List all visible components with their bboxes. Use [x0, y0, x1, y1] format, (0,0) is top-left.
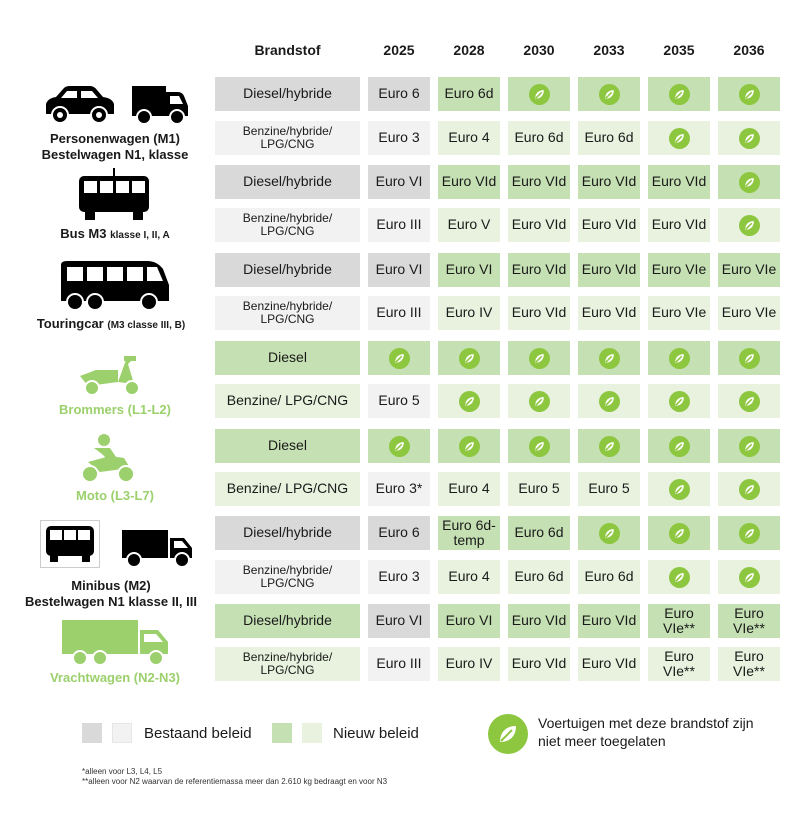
fuel-cell-row-1: Benzine/hybride/ LPG/CNG — [215, 121, 360, 155]
fuel-cell-row-3: Benzine/hybride/ LPG/CNG — [215, 208, 360, 242]
label-moto: Moto (L3-L7) — [76, 488, 154, 503]
leaf-icon — [739, 172, 760, 193]
label-touringcar: Touringcar (M3 classe III, B) — [36, 316, 186, 331]
norm-cell-row-9-col-2: Euro 5 — [508, 472, 570, 506]
norm-cell-row-5-col-3: Euro VId — [578, 296, 640, 330]
leaf-icon — [599, 391, 620, 412]
norm-cell-row-10-col-1: Euro 6d- temp — [438, 516, 500, 550]
norm-cell-row-11-col-3: Euro 6d — [578, 560, 640, 594]
banned-cell-row-6-col-4 — [648, 341, 710, 375]
leaf-icon — [599, 84, 620, 105]
leaf-icon — [669, 348, 690, 369]
banned-cell-row-9-col-4 — [648, 472, 710, 506]
norm-cell-row-2-col-2: Euro VId — [508, 165, 570, 199]
fuel-cell-row-10: Diesel/hybride — [215, 516, 360, 550]
fuel-cell-row-0: Diesel/hybride — [215, 77, 360, 111]
header-year-2025: 2025 — [383, 42, 415, 58]
label-bus: Bus M3 klasse I, II, A — [60, 226, 170, 241]
leaf-icon — [669, 523, 690, 544]
banned-cell-row-2-col-5 — [718, 165, 780, 199]
leaf-icon — [739, 215, 760, 236]
norm-cell-row-4-col-0: Euro VI — [368, 253, 430, 287]
legend-new-dark-swatch — [272, 723, 292, 743]
fuel-cell-row-7: Benzine/ LPG/CNG — [215, 384, 360, 418]
banned-cell-row-0-col-5 — [718, 77, 780, 111]
leaf-icon — [669, 567, 690, 588]
legend-leaf-icon — [488, 714, 528, 754]
label-brommers: Brommers (L1-L2) — [59, 402, 171, 417]
banned-cell-row-3-col-5 — [718, 208, 780, 242]
header-year-2036: 2036 — [733, 42, 765, 58]
leaf-icon — [459, 348, 480, 369]
legend-existing-dark-swatch — [82, 723, 102, 743]
norm-cell-row-3-col-4: Euro VId — [648, 208, 710, 242]
norm-cell-row-12-col-4: Euro VIe** — [648, 604, 710, 638]
leaf-icon — [389, 436, 410, 457]
norm-cell-row-12-col-5: Euro VIe** — [718, 604, 780, 638]
norm-cell-row-1-col-1: Euro 4 — [438, 121, 500, 155]
norm-cell-row-10-col-0: Euro 6 — [368, 516, 430, 550]
banned-cell-row-8-col-3 — [578, 429, 640, 463]
norm-cell-row-2-col-3: Euro VId — [578, 165, 640, 199]
label-personenwagen: Personenwagen (M1) Bestelwagen N1, klasse — [41, 131, 189, 163]
banned-cell-row-0-col-4 — [648, 77, 710, 111]
header-year-2033: 2033 — [593, 42, 625, 58]
banned-cell-row-10-col-3 — [578, 516, 640, 550]
leaf-icon — [389, 348, 410, 369]
norm-cell-row-13-col-0: Euro III — [368, 647, 430, 681]
van-icon — [130, 82, 190, 126]
norm-cell-row-5-col-5: Euro VIe — [718, 296, 780, 330]
norm-cell-row-1-col-3: Euro 6d — [578, 121, 640, 155]
norm-cell-row-4-col-5: Euro VIe — [718, 253, 780, 287]
norm-cell-row-1-col-2: Euro 6d — [508, 121, 570, 155]
leaf-icon — [599, 348, 620, 369]
label-minibus: Minibus (M2) Bestelwagen N1 klasse II, III — [25, 578, 197, 610]
fuel-cell-row-9: Benzine/ LPG/CNG — [215, 472, 360, 506]
norm-cell-row-11-col-2: Euro 6d — [508, 560, 570, 594]
leaf-icon — [669, 84, 690, 105]
norm-cell-row-3-col-1: Euro V — [438, 208, 500, 242]
leaf-icon — [529, 348, 550, 369]
leaf-icon — [669, 391, 690, 412]
banned-cell-row-7-col-2 — [508, 384, 570, 418]
header-year-2035: 2035 — [663, 42, 695, 58]
leaf-icon — [459, 391, 480, 412]
norm-cell-row-4-col-3: Euro VId — [578, 253, 640, 287]
norm-cell-row-0-col-0: Euro 6 — [368, 77, 430, 111]
fuel-cell-row-5: Benzine/hybride/ LPG/CNG — [215, 296, 360, 330]
leaf-icon — [739, 128, 760, 149]
lorry-icon — [60, 618, 172, 668]
banned-cell-row-8-col-1 — [438, 429, 500, 463]
norm-cell-row-5-col-2: Euro VId — [508, 296, 570, 330]
banned-cell-row-0-col-2 — [508, 77, 570, 111]
footnote-one: *alleen voor L3, L4, L5 — [82, 767, 163, 776]
norm-cell-row-13-col-4: Euro VIe** — [648, 647, 710, 681]
norm-cell-row-0-col-1: Euro 6d — [438, 77, 500, 111]
norm-cell-row-10-col-2: Euro 6d — [508, 516, 570, 550]
norm-cell-row-11-col-0: Euro 3 — [368, 560, 430, 594]
norm-cell-row-13-col-2: Euro VId — [508, 647, 570, 681]
banned-cell-row-10-col-4 — [648, 516, 710, 550]
leaf-icon — [669, 436, 690, 457]
touringcar-icon — [57, 257, 173, 313]
leaf-icon — [529, 436, 550, 457]
leaf-icon — [669, 479, 690, 500]
fuel-cell-row-2: Diesel/hybride — [215, 165, 360, 199]
leaf-icon — [459, 436, 480, 457]
leaf-icon — [739, 567, 760, 588]
leaf-icon — [599, 436, 620, 457]
norm-cell-row-5-col-1: Euro IV — [438, 296, 500, 330]
fuel-cell-row-13: Benzine/hybride/ LPG/CNG — [215, 647, 360, 681]
header-year-2028: 2028 — [453, 42, 485, 58]
banned-cell-row-8-col-5 — [718, 429, 780, 463]
norm-cell-row-13-col-1: Euro IV — [438, 647, 500, 681]
leaf-icon — [669, 128, 690, 149]
leaf-icon — [739, 479, 760, 500]
bus-icon — [77, 168, 151, 222]
norm-cell-row-9-col-3: Euro 5 — [578, 472, 640, 506]
norm-cell-row-12-col-3: Euro VId — [578, 604, 640, 638]
norm-cell-row-12-col-2: Euro VId — [508, 604, 570, 638]
minibus-icon — [40, 520, 100, 568]
leaf-icon — [739, 84, 760, 105]
norm-cell-row-5-col-4: Euro VIe — [648, 296, 710, 330]
car-icon — [40, 84, 118, 126]
norm-cell-row-4-col-2: Euro VId — [508, 253, 570, 287]
norm-cell-row-5-col-0: Euro III — [368, 296, 430, 330]
norm-cell-row-4-col-4: Euro VIe — [648, 253, 710, 287]
leaf-icon — [739, 436, 760, 457]
scooter-icon — [78, 356, 144, 396]
banned-cell-row-7-col-1 — [438, 384, 500, 418]
norm-cell-row-3-col-2: Euro VId — [508, 208, 570, 242]
banned-cell-row-9-col-5 — [718, 472, 780, 506]
banned-cell-row-10-col-5 — [718, 516, 780, 550]
banned-cell-row-1-col-5 — [718, 121, 780, 155]
norm-cell-row-7-col-0: Euro 5 — [368, 384, 430, 418]
label-vrachtwagen: Vrachtwagen (N2-N3) — [49, 670, 181, 685]
banned-cell-row-6-col-3 — [578, 341, 640, 375]
banned-cell-row-6-col-2 — [508, 341, 570, 375]
fuel-cell-row-12: Diesel/hybride — [215, 604, 360, 638]
leaf-icon — [739, 391, 760, 412]
banned-cell-row-8-col-2 — [508, 429, 570, 463]
header-fuel: Brandstof — [254, 42, 321, 58]
fuel-cell-row-11: Benzine/hybride/ LPG/CNG — [215, 560, 360, 594]
banned-cell-row-1-col-4 — [648, 121, 710, 155]
norm-cell-row-2-col-0: Euro VI — [368, 165, 430, 199]
norm-cell-row-12-col-0: Euro VI — [368, 604, 430, 638]
delivery-truck-icon — [120, 528, 196, 570]
fuel-cell-row-8: Diesel — [215, 429, 360, 463]
fuel-cell-row-4: Diesel/hybride — [215, 253, 360, 287]
legend-existing-text: Bestaand beleid — [144, 725, 252, 742]
legend-banned-text: Voertuigen met deze brandstof zijn niet meer toegelaten — [538, 715, 754, 750]
leaf-icon — [529, 391, 550, 412]
footnote-two: **alleen voor N2 waarvan de referentiemassa meer dan 2.610 kg bedraagt en voor N3 — [82, 777, 388, 786]
banned-cell-row-6-col-0 — [368, 341, 430, 375]
legend-new-text: Nieuw beleid — [333, 725, 419, 742]
header-year-2030: 2030 — [523, 42, 555, 58]
banned-cell-row-0-col-3 — [578, 77, 640, 111]
banned-cell-row-6-col-5 — [718, 341, 780, 375]
banned-cell-row-11-col-5 — [718, 560, 780, 594]
fuel-cell-row-6: Diesel — [215, 341, 360, 375]
norm-cell-row-2-col-4: Euro VId — [648, 165, 710, 199]
banned-cell-row-7-col-5 — [718, 384, 780, 418]
banned-cell-row-8-col-4 — [648, 429, 710, 463]
norm-cell-row-13-col-5: Euro VIe** — [718, 647, 780, 681]
norm-cell-row-3-col-3: Euro VId — [578, 208, 640, 242]
legend-new-light-swatch — [302, 723, 322, 743]
motorbike-icon — [80, 434, 136, 484]
leaf-icon — [599, 523, 620, 544]
banned-cell-row-7-col-3 — [578, 384, 640, 418]
norm-cell-row-11-col-1: Euro 4 — [438, 560, 500, 594]
legend-existing-light-swatch — [112, 723, 132, 743]
norm-cell-row-9-col-0: Euro 3* — [368, 472, 430, 506]
banned-cell-row-8-col-0 — [368, 429, 430, 463]
norm-cell-row-13-col-3: Euro VId — [578, 647, 640, 681]
leaf-icon — [739, 348, 760, 369]
norm-cell-row-1-col-0: Euro 3 — [368, 121, 430, 155]
norm-cell-row-2-col-1: Euro VId — [438, 165, 500, 199]
norm-cell-row-9-col-1: Euro 4 — [438, 472, 500, 506]
norm-cell-row-4-col-1: Euro VI — [438, 253, 500, 287]
banned-cell-row-11-col-4 — [648, 560, 710, 594]
banned-cell-row-6-col-1 — [438, 341, 500, 375]
leaf-icon — [529, 84, 550, 105]
banned-cell-row-7-col-4 — [648, 384, 710, 418]
norm-cell-row-12-col-1: Euro VI — [438, 604, 500, 638]
norm-cell-row-3-col-0: Euro III — [368, 208, 430, 242]
leaf-icon — [739, 523, 760, 544]
